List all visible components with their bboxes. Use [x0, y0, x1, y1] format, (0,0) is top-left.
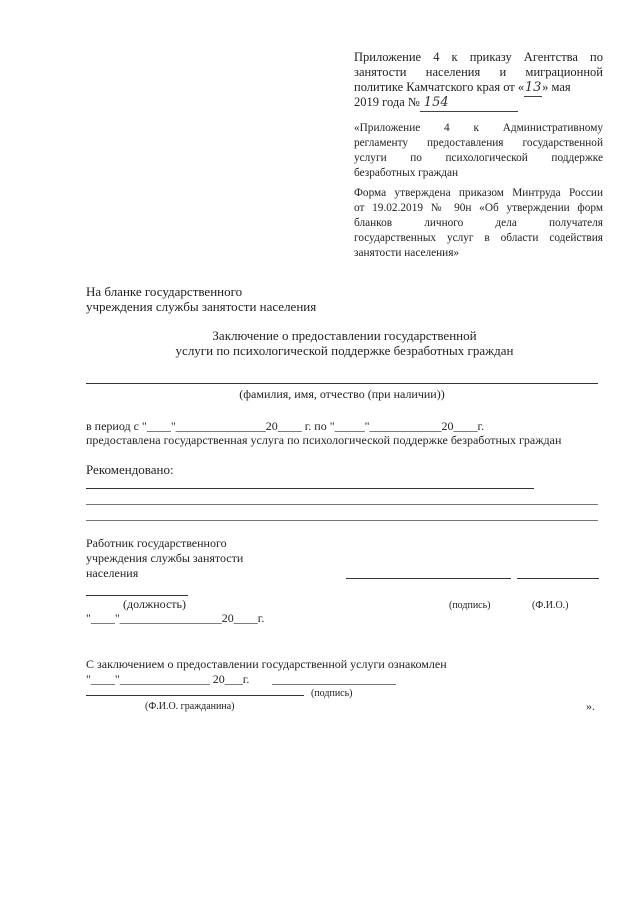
form-approval-line: от 19.02.2019 № 90н «Об утверждении форм	[354, 202, 603, 214]
appendix-line: занятости населения и миграционной	[354, 65, 603, 79]
letterhead-line: учреждения службы занятости населения	[86, 299, 317, 314]
regulation-line: безработных граждан	[354, 167, 459, 179]
employee-signature-caption: (подпись)	[449, 600, 491, 611]
acquaint-date-line: "____"_______________ 20___г.	[86, 672, 250, 686]
name-caption: (фамилия, имя, отчество (при наличии))	[239, 387, 445, 401]
appendix-number-prefix: 2019 года №	[354, 95, 420, 109]
recommendation-line[interactable]	[86, 520, 598, 521]
employee-name-caption: (Ф.И.О.)	[532, 600, 569, 611]
position-line[interactable]	[86, 595, 188, 596]
citizen-name-line[interactable]	[86, 695, 304, 696]
position-caption: (должность)	[123, 597, 186, 611]
employee-line: учреждения службы занятости	[86, 551, 244, 565]
citizen-signature-caption: (подпись)	[311, 688, 353, 699]
handwritten-day: 13	[524, 80, 542, 95]
employee-name-line[interactable]	[517, 578, 599, 579]
recommendation-line[interactable]	[86, 488, 534, 489]
appendix-date-suffix: » мая	[542, 80, 571, 94]
closing-quote-mark: ».	[586, 699, 595, 713]
form-approval-line: государственных услуг в области содействия	[354, 232, 603, 244]
name-field-line[interactable]	[86, 383, 598, 384]
appendix-date-prefix: политике Камчатского края от «	[354, 80, 525, 94]
handwritten-number: 154	[420, 95, 518, 112]
form-approval-line: Форма утверждена приказом Минтруда России	[354, 187, 603, 199]
citizen-signature-line[interactable]	[272, 684, 396, 685]
citizen-name-caption: (Ф.И.О. гражданина)	[145, 701, 235, 712]
regulation-line: услуги по психологической поддержке	[354, 152, 603, 164]
acquaint-line: С заключением о предоставлении государственной услуги ознакомлен	[86, 657, 447, 671]
employee-signature-line[interactable]	[346, 578, 511, 579]
employee-line: населения	[86, 566, 139, 580]
letterhead-line: На бланке государственного	[86, 284, 243, 299]
document-title-line: Заключение о предоставлении государственной	[212, 328, 477, 343]
form-approval-line: бланков личного дела получателя	[354, 217, 603, 229]
regulation-line: регламенту предоставления государственной	[354, 137, 603, 149]
appendix-line: Приложение 4 к приказу Агентства по	[354, 50, 603, 64]
form-approval-line: занятости населения»	[354, 247, 460, 259]
regulation-line: «Приложение 4 к Административному	[354, 122, 603, 134]
document-title-line: услуги по психологической поддержке безработных граждан	[175, 343, 514, 358]
period-line: в период с "____"_______________20____ г. по "_____"____________20____г.	[86, 419, 485, 433]
recommended-label: Рекомендовано:	[86, 462, 174, 477]
employee-date-line: "____"_________________20____г.	[86, 611, 265, 625]
employee-line: Работник государственного	[86, 536, 227, 550]
provided-line: предоставлена государственная услуга по психологической поддержке безработных граждан	[86, 433, 562, 447]
recommendation-line[interactable]	[86, 504, 598, 505]
appendix-line-number	[354, 95, 518, 112]
